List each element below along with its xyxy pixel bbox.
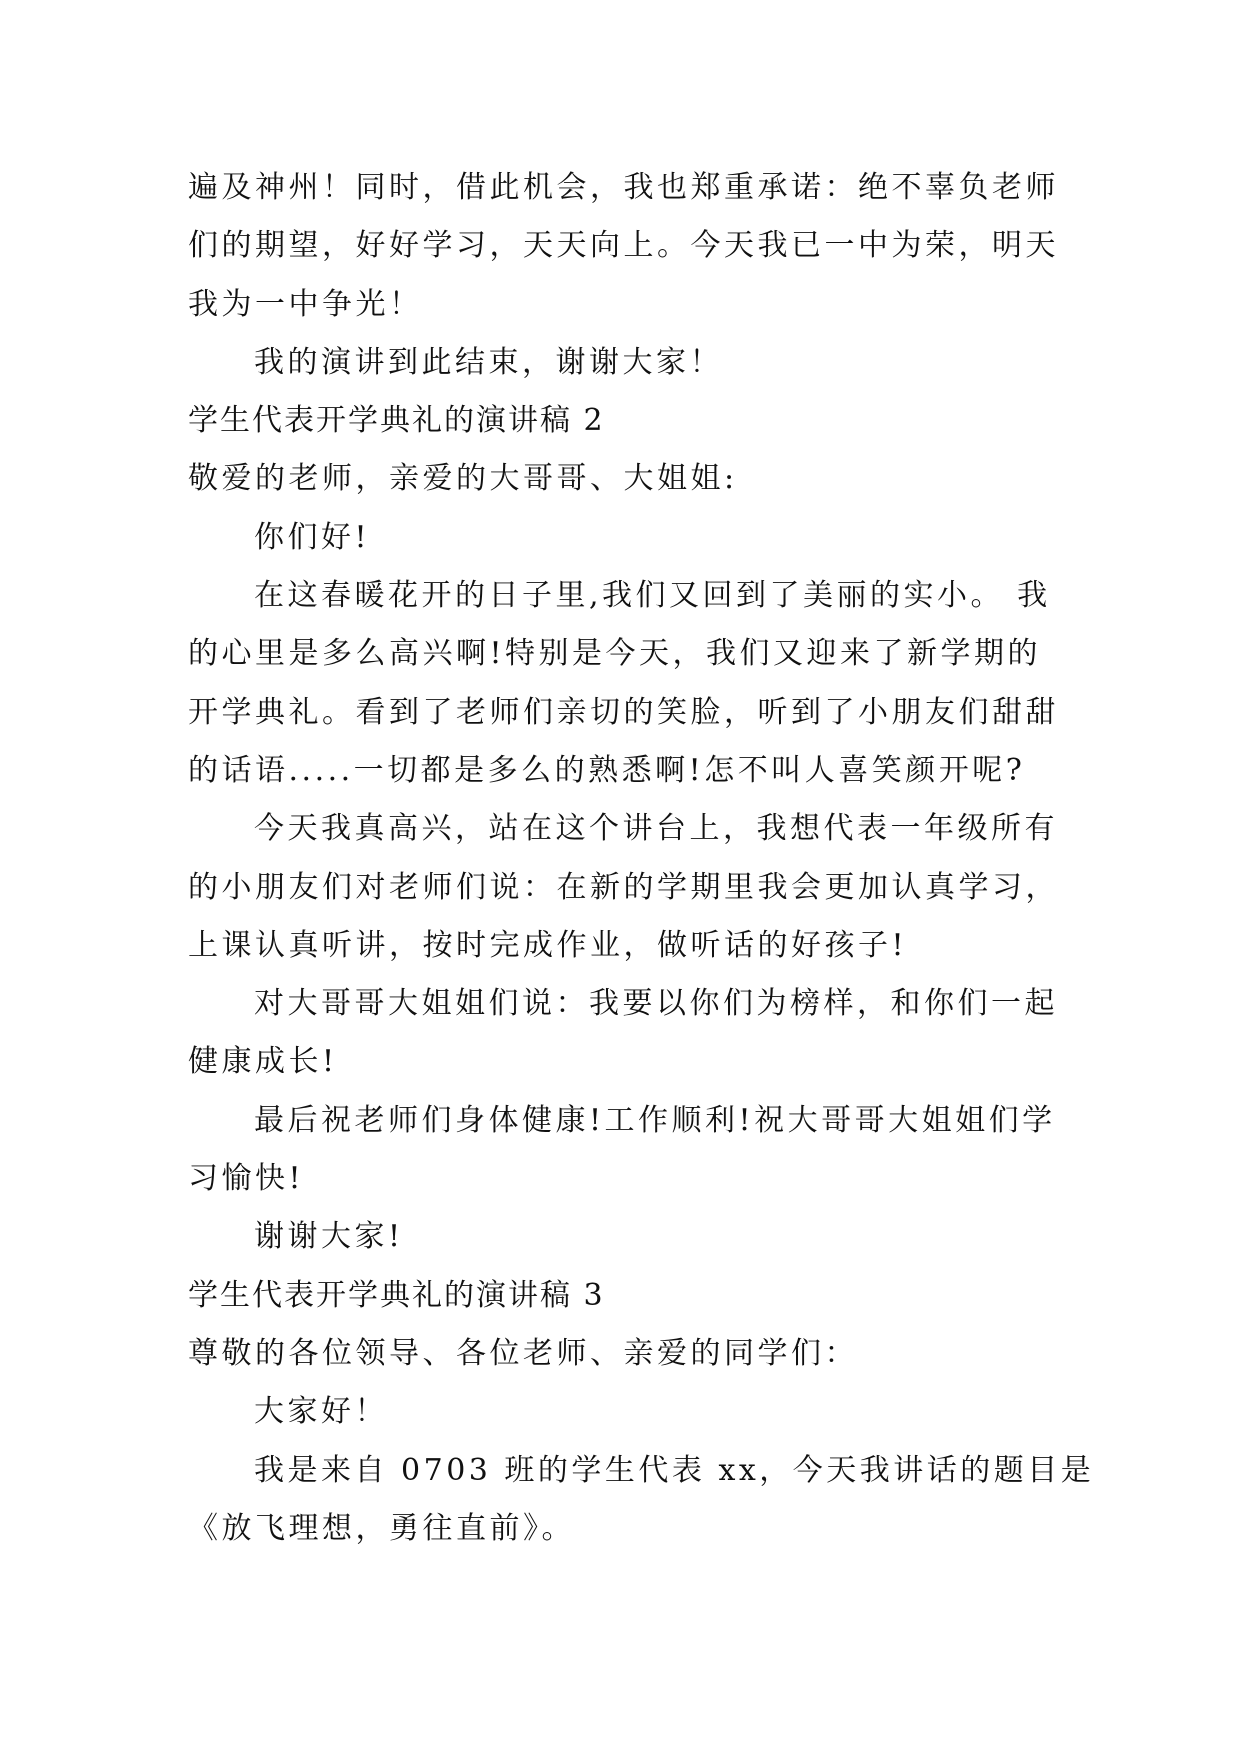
paragraph-line: 《放飞理想，勇往直前》。 xyxy=(188,1510,575,1546)
salutation-line: 尊敬的各位领导、各位老师、亲爱的同学们： xyxy=(188,1335,858,1371)
paragraph-line: 对大哥哥大姐姐们说：我要以你们为榜样，和你们一起 xyxy=(254,986,1058,1022)
paragraph-line: 在这春暖花开的日子里,我们又回到了美丽的实小。 我 xyxy=(254,578,1051,614)
closing-line: 谢谢大家! xyxy=(254,1219,404,1255)
paragraph-line: 上课认真听讲，按时完成作业，做听话的好孩子! xyxy=(188,927,908,963)
section-heading: 学生代表开学典礼的演讲稿 2 xyxy=(188,403,605,439)
paragraph-line: 开学典礼。看到了老师们亲切的笑脸，听到了小朋友们甜甜 xyxy=(188,694,1059,730)
paragraph-line: 习愉快! xyxy=(188,1161,305,1197)
paragraph-line: 健康成长! xyxy=(188,1044,338,1080)
paragraph-line: 今天我真高兴，站在这个讲台上，我想代表一年级所有 xyxy=(254,811,1058,847)
paragraph-line: 的小朋友们对老师们说：在新的学期里我会更加认真学习， xyxy=(188,869,1059,905)
paragraph-line: 的心里是多么高兴啊!特别是今天，我们又迎来了新学期的 xyxy=(188,636,1042,672)
paragraph-line: 的话语.....一切都是多么的熟悉啊!怎不叫人喜笑颜开呢? xyxy=(188,752,1026,788)
document-body xyxy=(188,159,1095,1558)
paragraph-line: 遍及神州！同时，借此机会，我也郑重承诺：绝不辜负老师 xyxy=(188,170,1059,205)
salutation-line: 敬爱的老师，亲爱的大哥哥、大姐姐: xyxy=(188,461,738,497)
paragraph-line: 们的期望，好好学习，天天向上。今天我已一中为荣，明天 xyxy=(188,228,1059,264)
paragraph-line: 我为一中争光！ xyxy=(188,286,423,322)
paragraph-line: 我的演讲到此结束，谢谢大家！ xyxy=(254,344,723,380)
section-heading: 学生代表开学典礼的演讲稿 3 xyxy=(188,1277,605,1313)
paragraph-line: 最后祝老师们身体健康!工作顺利!祝大哥哥大姐姐们学 xyxy=(254,1102,1056,1138)
greeting-line: 大家好！ xyxy=(254,1394,388,1430)
greeting-line: 你们好! xyxy=(254,519,371,555)
paragraph-line: 我是来自 0703 班的学生代表 xx，今天我讲话的题目是 xyxy=(254,1452,1095,1488)
